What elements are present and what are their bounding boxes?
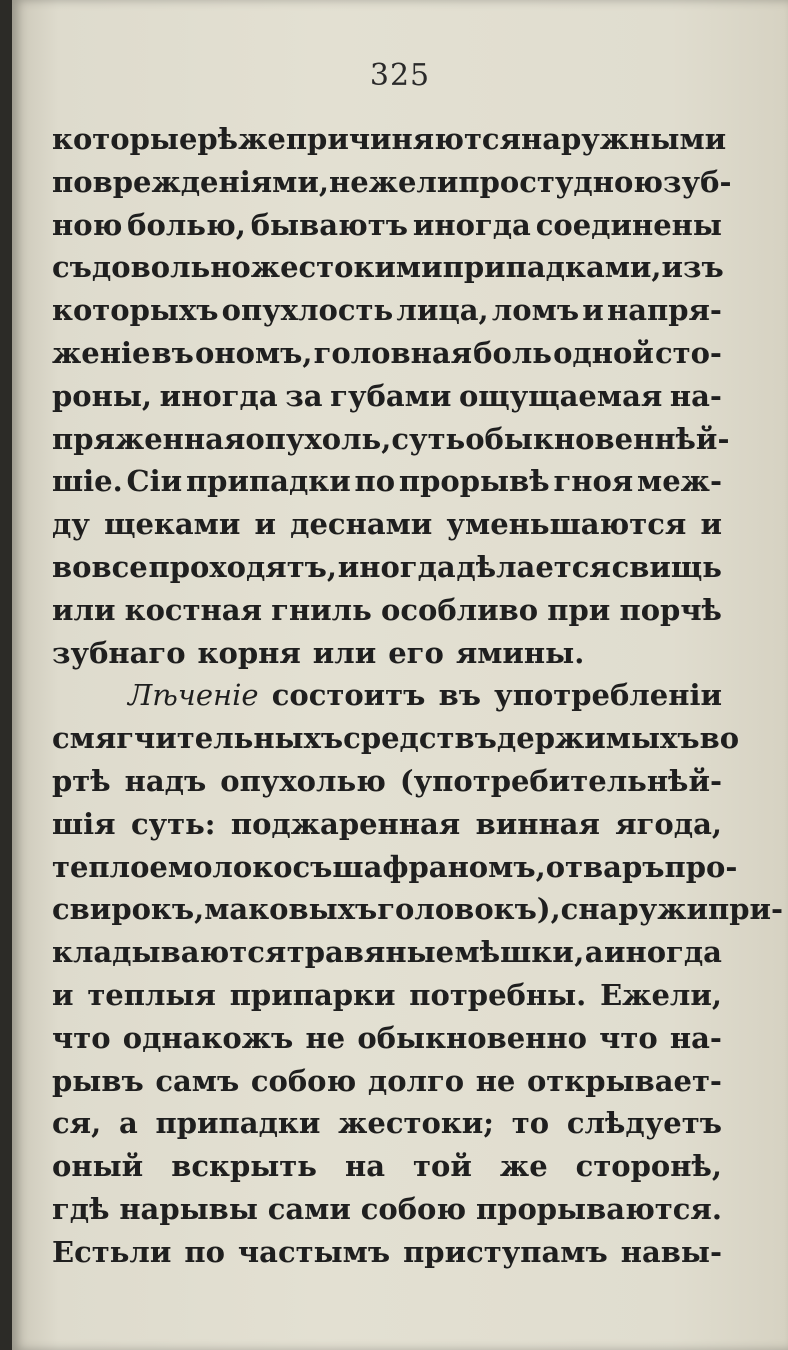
word: мѣшки xyxy=(454,935,574,970)
word: и xyxy=(52,977,74,1012)
text-line xyxy=(52,589,722,632)
word: Естьли xyxy=(52,1234,172,1269)
word: а xyxy=(118,1106,138,1141)
word: пряженная xyxy=(52,421,246,456)
word: теплыя xyxy=(87,977,216,1012)
text-line xyxy=(52,1017,722,1060)
word: и xyxy=(582,293,604,328)
word: Ежели, xyxy=(600,977,722,1012)
body-text xyxy=(52,118,784,1274)
word: свищь xyxy=(611,549,722,584)
word: , xyxy=(574,935,585,970)
word: гдѣ xyxy=(52,1191,110,1226)
word: винная xyxy=(475,806,600,841)
word: поджаренная xyxy=(230,806,461,841)
word: головная xyxy=(313,335,473,370)
word: однакожъ xyxy=(122,1020,294,1055)
text-line xyxy=(52,546,722,589)
text-line xyxy=(52,1145,722,1188)
word: особливо xyxy=(380,592,539,627)
word: обыкновенно xyxy=(357,1020,587,1055)
word: простудною xyxy=(458,164,664,199)
word: суть xyxy=(391,421,466,456)
word: опухолью xyxy=(220,763,386,798)
word: его xyxy=(388,635,444,670)
text-line xyxy=(52,375,722,418)
word: открывает- xyxy=(526,1063,722,1098)
word: той xyxy=(413,1149,472,1184)
word: которые xyxy=(52,122,198,156)
word: болью, xyxy=(127,207,246,242)
word: соединены xyxy=(535,207,722,242)
word: ономъ, xyxy=(195,335,313,370)
text-line xyxy=(52,1102,722,1145)
word: сами xyxy=(267,1191,351,1226)
word: навы- xyxy=(620,1234,722,1269)
word: травяные xyxy=(286,935,455,970)
word: иногда xyxy=(603,935,722,970)
text-line xyxy=(52,974,722,1017)
word: шіе. xyxy=(52,464,123,499)
word: и xyxy=(254,507,276,542)
word: которыхъ xyxy=(52,293,219,328)
word: держимыхъ xyxy=(496,721,700,756)
word: ломъ xyxy=(491,293,580,328)
word: прорывѣ xyxy=(398,464,550,499)
word: довольно xyxy=(91,250,251,285)
word: припарки xyxy=(229,977,396,1012)
text-line xyxy=(52,460,722,503)
word: отваръ xyxy=(545,849,665,884)
word: по xyxy=(354,464,396,499)
word: въ xyxy=(438,678,481,713)
word: рывъ xyxy=(52,1063,144,1098)
word: иногда xyxy=(337,549,456,584)
word: жестоки; xyxy=(338,1106,495,1141)
text-line xyxy=(52,418,730,461)
word: а xyxy=(584,935,604,970)
word: снаружи xyxy=(560,892,708,927)
word: ягода, xyxy=(615,806,722,841)
word: собою xyxy=(250,1063,357,1098)
word: что xyxy=(52,1020,111,1055)
word: употребленіи xyxy=(494,678,722,713)
word: иногда xyxy=(159,378,278,413)
word: вскрыть xyxy=(171,1149,317,1184)
word: жестокими xyxy=(250,250,443,285)
word: боль xyxy=(473,335,552,370)
word: припадками, xyxy=(442,250,662,285)
word: оный xyxy=(52,1149,144,1184)
word: уменьшаются xyxy=(446,507,687,542)
word: по xyxy=(184,1234,225,1269)
word: причиняются xyxy=(285,122,521,156)
word: гниль xyxy=(271,592,372,627)
text-line xyxy=(52,931,722,974)
word: ду xyxy=(52,507,90,542)
word: молоко xyxy=(167,849,293,884)
word: долго xyxy=(367,1063,465,1098)
word: слѣдуетъ xyxy=(566,1106,722,1141)
word: то xyxy=(511,1106,550,1141)
word: про- xyxy=(664,849,738,884)
word: одной xyxy=(553,335,654,370)
word: порчѣ xyxy=(619,592,722,627)
page-number: 325 xyxy=(369,58,431,93)
text-line xyxy=(52,289,722,332)
word: частымъ xyxy=(237,1234,391,1269)
word: меж- xyxy=(637,464,722,499)
text-line xyxy=(52,118,727,161)
word: сто- xyxy=(654,335,722,370)
word: при xyxy=(547,592,611,627)
word: суть: xyxy=(130,806,216,841)
text-line xyxy=(52,204,722,247)
word: что xyxy=(599,1020,658,1055)
word: на xyxy=(344,1149,386,1184)
word: шія xyxy=(52,806,116,841)
word: бываютъ xyxy=(250,207,408,242)
word: собою xyxy=(360,1191,467,1226)
word: маковыхъ xyxy=(204,892,378,927)
word: смягчительныхъ xyxy=(52,721,344,756)
word: рѣже xyxy=(197,122,286,156)
word: Сіи xyxy=(126,464,183,499)
word: кладываются xyxy=(52,935,287,970)
word: потребны. xyxy=(409,977,587,1012)
word: за xyxy=(285,378,323,413)
text-line xyxy=(52,1188,722,1231)
word: головокъ), xyxy=(377,892,561,927)
text-line xyxy=(52,674,722,717)
word: съ xyxy=(292,849,333,884)
word: наружными xyxy=(521,122,727,156)
word: и xyxy=(700,507,722,542)
word: женіе xyxy=(52,335,151,370)
word: изъ xyxy=(661,250,724,285)
text-line xyxy=(52,1231,722,1274)
word: роны, xyxy=(52,378,153,413)
word: ощущаемая xyxy=(458,378,663,413)
text-line xyxy=(52,246,722,289)
word: на- xyxy=(669,1020,722,1055)
text-line xyxy=(52,1060,722,1103)
word: приступамъ xyxy=(403,1234,608,1269)
word: обыкновеннѣй- xyxy=(465,421,730,456)
word: припадки xyxy=(155,1106,321,1141)
word: надъ xyxy=(124,763,207,798)
word: сторонѣ, xyxy=(575,1149,722,1184)
word: ямины. xyxy=(455,635,585,670)
word: не xyxy=(475,1063,516,1098)
word: свирокъ, xyxy=(52,892,205,927)
word: щеками xyxy=(104,507,241,542)
text-line xyxy=(52,332,722,375)
word: припадки xyxy=(185,464,351,499)
word: Лѣченіе xyxy=(128,678,259,713)
word: во xyxy=(699,721,740,756)
text-line xyxy=(52,846,738,889)
word: иногда xyxy=(412,207,531,242)
word: теплое xyxy=(52,849,168,884)
word: дѣлается xyxy=(456,549,611,584)
word: зуб- xyxy=(663,164,732,199)
word: зубнаго xyxy=(52,635,186,670)
word: вовсе xyxy=(52,549,148,584)
word: или xyxy=(52,592,116,627)
word: не xyxy=(305,1020,346,1055)
word: состоитъ xyxy=(271,678,426,713)
word: костная xyxy=(124,592,262,627)
word: на- xyxy=(669,378,722,413)
word: деснами xyxy=(290,507,433,542)
text-line xyxy=(52,760,722,803)
word: нежели xyxy=(328,164,459,199)
word: средствъ xyxy=(343,721,497,756)
word: шафраномъ, xyxy=(332,849,546,884)
word: прорываются. xyxy=(475,1191,722,1226)
word: при- xyxy=(707,892,784,927)
word: ся, xyxy=(52,1106,102,1141)
word: нарывы xyxy=(119,1191,258,1226)
word: съ xyxy=(52,250,92,285)
word: опухлость xyxy=(221,293,394,328)
word: или xyxy=(312,635,377,670)
text-line xyxy=(52,632,722,675)
text-line xyxy=(52,803,722,846)
word: корня xyxy=(197,635,301,670)
word: поврежденіями, xyxy=(52,164,329,199)
word: напря- xyxy=(606,293,722,328)
text-line xyxy=(52,161,732,204)
text-line xyxy=(52,888,784,931)
word: ною xyxy=(52,207,123,242)
word: же xyxy=(499,1149,548,1184)
book-page xyxy=(12,0,788,1350)
word: (употребительнѣй- xyxy=(399,763,722,798)
word: опухоль, xyxy=(245,421,392,456)
text-line xyxy=(52,717,740,760)
word: лица, xyxy=(396,293,489,328)
word: ртѣ xyxy=(52,763,111,798)
word: въ xyxy=(151,335,194,370)
word: гноя xyxy=(553,464,634,499)
word: губами xyxy=(330,378,452,413)
text-line xyxy=(52,503,722,546)
word: проходятъ, xyxy=(148,549,338,584)
word: самъ xyxy=(155,1063,240,1098)
